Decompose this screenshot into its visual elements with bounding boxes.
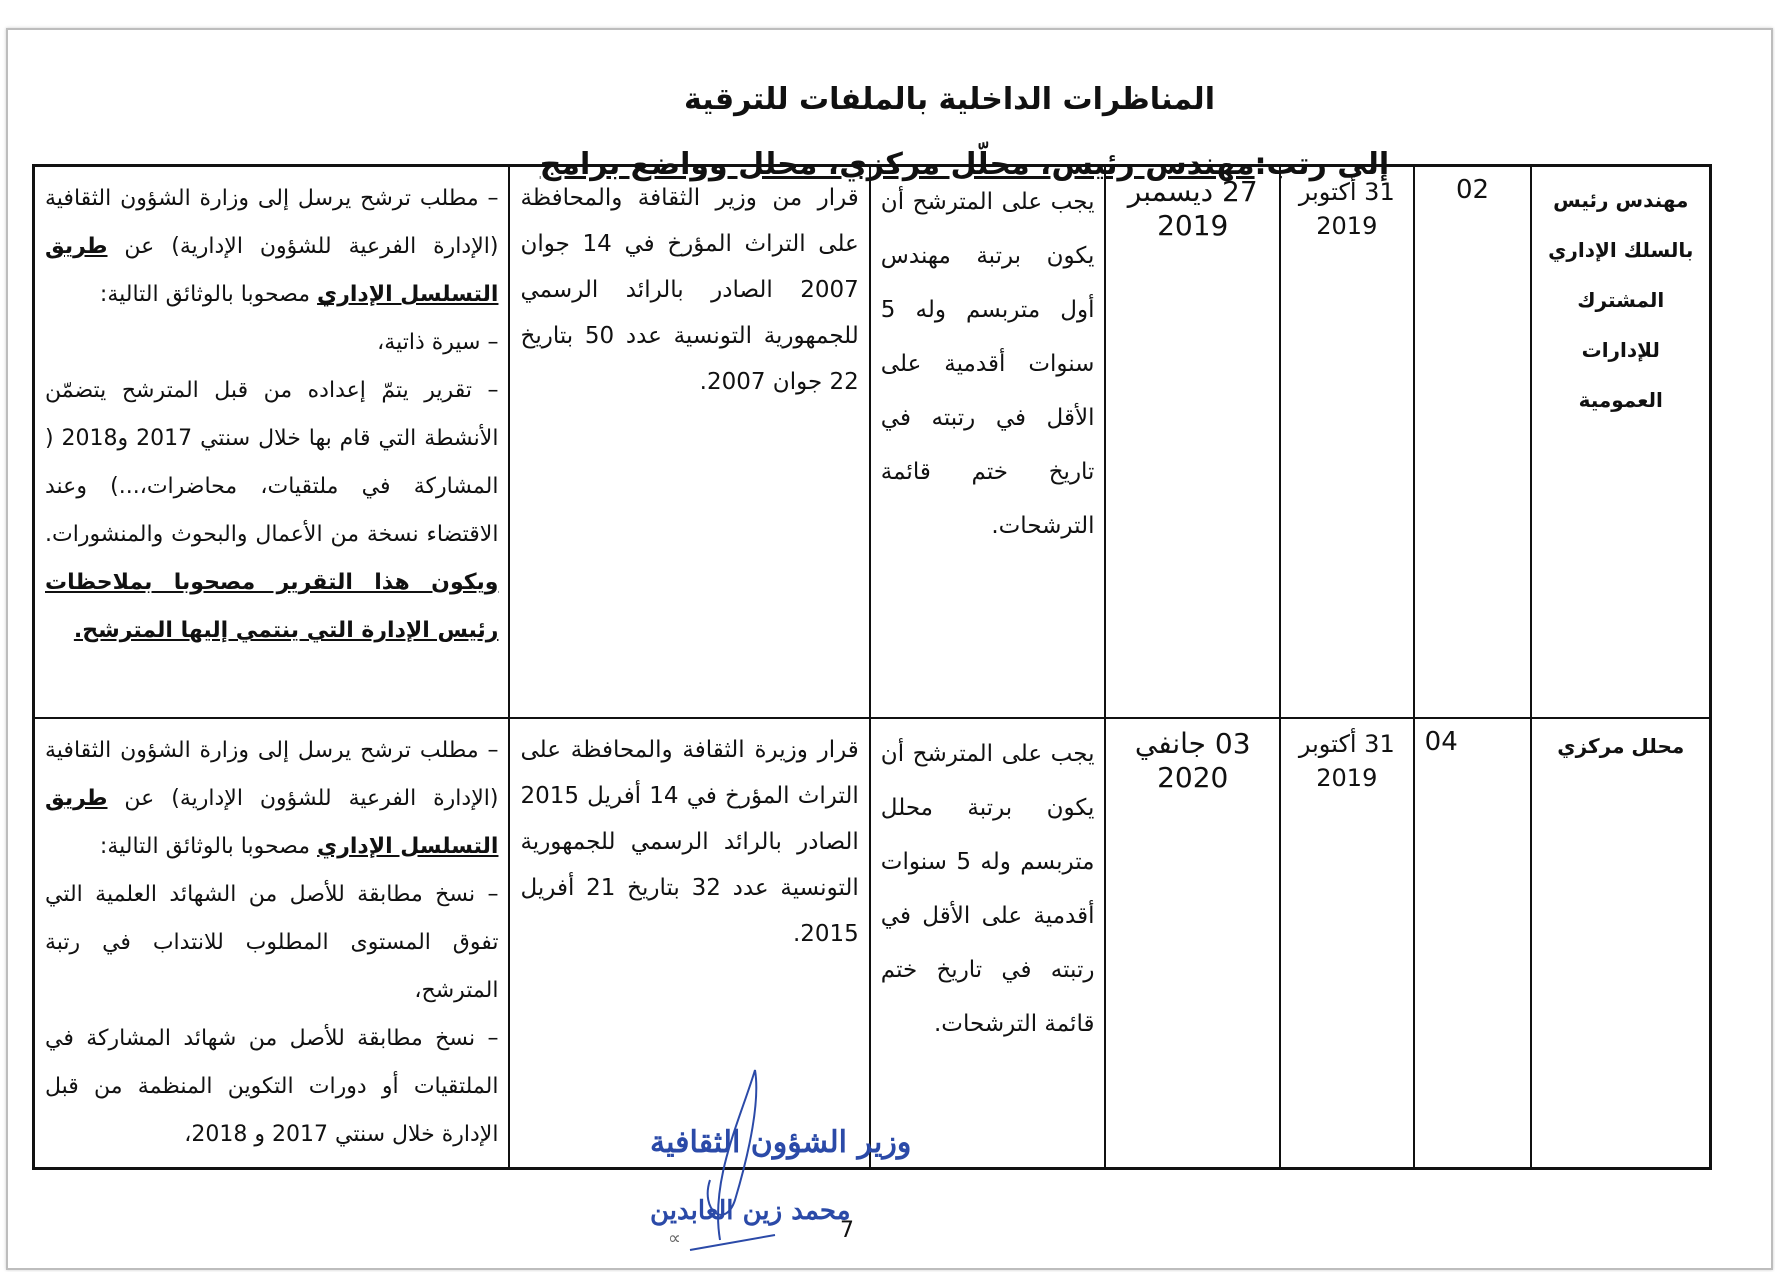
page-number: 7 [840,1218,854,1243]
competitions-table [32,164,1712,1170]
condition-cell: يجب على المترشح أن يكون برتبة محلل متربسم وله 5 سنوات أقدمية على الأقل في رتبته في تاريخ ختم قائمة الترشحات. [870,718,1106,1169]
condition-cell: يجب على المترشح أن يكون برتبة مهندس أول متربسم وله 5 سنوات أقدمية على الأقل في رتبته في تاريخ ختم قائمة الترشحات. [870,166,1106,718]
decree-cell: قرار من وزير الثقافة والمحافظة على التراث المؤرخ في 14 جوان 2007 الصادر بالرائد الرسمي للجمهورية التونسية عدد 50 بتاريخ 22 جوان 2007. [509,166,869,718]
documents-cell: – مطلب ترشح يرسل إلى وزارة الشؤون الثقافية (الإدارة الفرعية للشؤون الإدارية) عن طريق التسلسل الإداري مصحوبا بالوثائق التالية: – نسخ مطابقة للأصل من الشهائد العلمية التي تفوق المستوى المطلوب للانتداب في رتبة المترشح، – نسخ مطابقة للأصل من شهائد المشاركة في الملتقيات أو دورات التكوين المنظمة من قبل الإدارة خلال سنتي 2017 و 2018، [34,718,510,1169]
positions-cell: 02 [1414,166,1532,718]
signatory-name: محمد زين العابدين [650,1196,851,1226]
positions-cell: 04 [1414,718,1532,1169]
report-note: ويكون هذا التقرير مصحوبا بملاحظات رئيس الإدارة التي ينتمي إليها المترشح. [45,570,499,643]
deposit-deadline-cell: 31 أكتوبر 2019 [1280,166,1414,718]
admin-channel-emphasis: طريق التسلسل الإداري [45,234,499,307]
document-title: المناظرات الداخلية بالملفات للترقية [684,82,1215,117]
table-row [34,166,1711,718]
subtitle-grades: مهندس رئيس، محلّل مركزي، محلل وواضع برامج [539,147,1255,182]
admin-channel-emphasis: طريق التسلسل الإداري [45,785,499,859]
signatory-title: وزير الشؤون الثقافية [650,1125,912,1160]
pen-mark-icon: ∝ [668,1228,681,1249]
documents-cell: – مطلب ترشح يرسل إلى وزارة الشؤون الثقافية (الإدارة الفرعية للشؤون الإدارية) عن طريق التسلسل الإداري مصحوبا بالوثائق التالية: – سيرة ذاتية، – تقرير يتمّ إعداده من قبل المترشح يتضمّن الأنشطة التي قام بها خلال سنتي 2017 و2018 ( المشاركة في ملتقيات، محاضرات،...) وعند الاقتضاء نسخة من الأعمال والبحوث والمنشورات. ويكون هذا التقرير مصحوبا بملاحظات رئيس الإدارة التي ينتمي إليها المترشح. [34,166,510,718]
grade-cell: مهندس رئيس بالسلك الإداري المشترك للإدارات العمومية [1531,166,1710,718]
decree-cell: قرار وزيرة الثقافة والمحافظة على التراث المؤرخ في 14 أفريل 2015 الصادر بالرائد الرسمي للجمهورية التونسية عدد 32 بتاريخ 21 أفريل 2015. [509,718,869,1169]
exam-date-cell: 03 جانفي 2020 [1105,718,1279,1169]
grade-cell: محلل مركزي [1531,718,1710,1169]
table-row [34,718,1711,1169]
exam-date-cell: 27 ديسمبر 2019 [1105,166,1279,718]
handwritten-signature [680,1060,790,1260]
deposit-deadline-cell: 31 أكتوبر 2019 [1280,718,1414,1169]
subtitle-prefix: إلى رتب: [1254,147,1390,182]
